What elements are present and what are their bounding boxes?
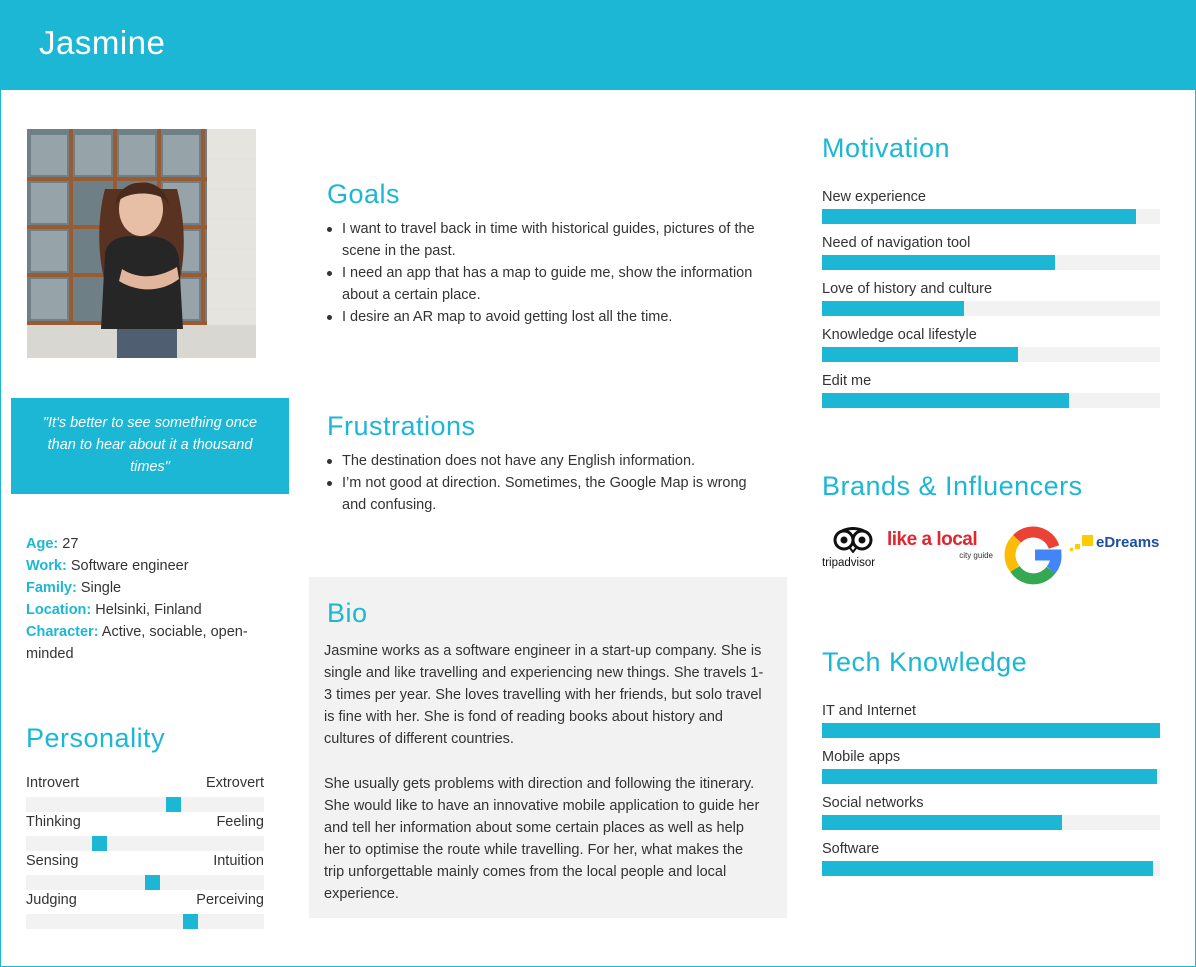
- bar-label: Social networks: [822, 795, 924, 811]
- bar-fill: [822, 255, 1055, 270]
- tech-bar: [822, 749, 1160, 769]
- goal-item: I desire an AR map to avoid getting lost all the time.: [326, 306, 766, 328]
- trait-right-label: Extrovert: [205, 775, 264, 791]
- bar-label: Knowledge ocal lifestyle: [822, 327, 977, 343]
- fact-value: 27: [62, 536, 79, 552]
- trait-slider-knob: [166, 797, 181, 812]
- motivation-heading: Motivation: [822, 133, 951, 163]
- bar-fill: [822, 393, 1069, 408]
- header-bar: [0, 0, 1196, 90]
- likealocal-logo: [887, 529, 999, 569]
- trait-right-label: Intuition: [213, 853, 264, 869]
- personality-trait-thinking-feeling: [26, 814, 264, 834]
- goals-list: [326, 218, 766, 328]
- fact-value: Single: [80, 580, 122, 596]
- motivation-bar: [822, 189, 1160, 209]
- fact-key: Character: [26, 624, 94, 640]
- tripadvisor-logo: [822, 527, 884, 571]
- fact-key: Age: [26, 536, 54, 552]
- persona-name: Jasmine: [39, 24, 166, 61]
- bar-track: [822, 209, 1160, 224]
- trait-left-label: Judging: [26, 892, 77, 908]
- bio-heading: Bio: [327, 598, 368, 628]
- bar-label: Love of history and culture: [822, 281, 993, 297]
- bar-fill: [822, 301, 964, 316]
- fact-family: Family: Single: [26, 580, 122, 596]
- bar-label: Mobile apps: [822, 749, 901, 765]
- trait-left-label: Sensing: [26, 853, 79, 869]
- bar-label: Need of navigation tool: [822, 235, 971, 251]
- personality-trait-judging-perceiving: [26, 892, 264, 912]
- google-g-icon: [1004, 525, 1064, 585]
- fact-value: Software engineer: [70, 558, 189, 574]
- trait-slider-knob: [145, 875, 160, 890]
- goals-heading: Goals: [327, 179, 401, 209]
- fact-location: Location: Helsinki, Finland: [26, 602, 202, 618]
- goal-item: I need an app that has a map to guide me, show the information about a certain place.: [326, 262, 766, 306]
- bar-track: [822, 861, 1160, 876]
- fact-work: Work: Software engineer: [26, 558, 189, 574]
- trait-slider-track: [26, 875, 264, 890]
- bar-track: [822, 815, 1160, 830]
- tech-bar: [822, 703, 1160, 723]
- frustration-item: I’m not good at direction. Sometimes, the Google Map is wrong and confusing.: [326, 472, 756, 516]
- edreams-wordmark: eDreams: [1096, 534, 1160, 551]
- frustrations-heading: Frustrations: [327, 411, 476, 441]
- likealocal-subtitle: city guide: [959, 551, 993, 560]
- fact-age: Age: 27: [26, 536, 79, 552]
- motivation-bar: [822, 327, 1160, 347]
- motivation-bar: [822, 373, 1160, 393]
- bio-paragraph: Jasmine works as a software engineer in a start-up company. She is single and like travelling and experiencing new things. She travels 1-3 times per year. She loves travelling with her friends, but solo travel is fine with her. She is fond of reading books about history and cultures of different countries.: [324, 643, 764, 747]
- trait-right-label: Feeling: [216, 814, 264, 830]
- motivation-bar: [822, 281, 1160, 301]
- bar-track: [822, 347, 1160, 362]
- fact-key: Location: [26, 602, 87, 618]
- bio-panel: [309, 577, 787, 918]
- tripadvisor-wordmark: tripadvisor: [822, 557, 876, 569]
- edreams-squares-icon: [1068, 533, 1096, 557]
- edreams-logo: [1068, 533, 1162, 557]
- bar-label: Edit me: [822, 373, 872, 389]
- demographics: [26, 533, 286, 665]
- frustrations-list: [326, 450, 756, 516]
- trait-right-label: Perceiving: [196, 892, 264, 908]
- personality-trait-introvert-extrovert: [26, 775, 264, 795]
- trait-slider-track: [26, 797, 264, 812]
- bar-track: [822, 769, 1160, 784]
- bar-fill: [822, 769, 1157, 784]
- tech-heading: Tech Knowledge: [822, 647, 1028, 677]
- personality-heading: Personality: [26, 723, 166, 753]
- bar-track: [822, 301, 1160, 316]
- fact-value: Helsinki, Finland: [95, 602, 202, 618]
- bar-label: New experience: [822, 189, 926, 205]
- trait-slider-track: [26, 914, 264, 929]
- fact-character: Character: Active, sociable, open-minded: [26, 624, 248, 662]
- bar-label: IT and Internet: [822, 703, 917, 719]
- tech-bar: [822, 795, 1160, 815]
- trait-left-label: Thinking: [26, 814, 81, 830]
- fact-key: Work: [26, 558, 62, 574]
- bar-fill: [822, 861, 1153, 876]
- likealocal-wordmark: like a local: [887, 529, 978, 550]
- frustration-item: The destination does not have any English information.: [326, 450, 756, 472]
- bar-fill: [822, 815, 1062, 830]
- bar-track: [822, 723, 1160, 738]
- bar-track: [822, 255, 1160, 270]
- brands-heading: Brands & Influencers: [822, 471, 1083, 501]
- bar-fill: [822, 209, 1136, 224]
- owl-icon: [822, 527, 884, 553]
- persona-photo: [27, 129, 256, 358]
- google-logo: [1004, 525, 1064, 585]
- fact-value: Active, sociable, open-minded: [26, 624, 248, 662]
- bar-fill: [822, 347, 1018, 362]
- trait-slider-knob: [92, 836, 107, 851]
- motivation-bar: [822, 235, 1160, 255]
- goal-item: I want to travel back in time with historical guides, pictures of the scene in the past.: [326, 218, 766, 262]
- fact-key: Family: [26, 580, 72, 596]
- bar-track: [822, 393, 1160, 408]
- trait-left-label: Introvert: [26, 775, 80, 791]
- persona-quote: "It's better to see something once than to hear about it a thousand times": [11, 398, 289, 494]
- tech-bar: [822, 841, 1160, 861]
- bio-paragraph: She usually gets problems with direction and following the itinerary. She would like to have an innovative mobile application to guide her and tell her information about some certain places as well as help her to optimise the route while travelling. For her, what makes the trip unforgettable mainly comes from the local people and local experience.: [324, 776, 760, 902]
- personality-trait-sensing-intuition: [26, 853, 264, 873]
- bar-label: Software: [822, 841, 880, 857]
- bio-text: [324, 640, 764, 905]
- trait-slider-knob: [183, 914, 198, 929]
- trait-slider-track: [26, 836, 264, 851]
- bar-fill: [822, 723, 1160, 738]
